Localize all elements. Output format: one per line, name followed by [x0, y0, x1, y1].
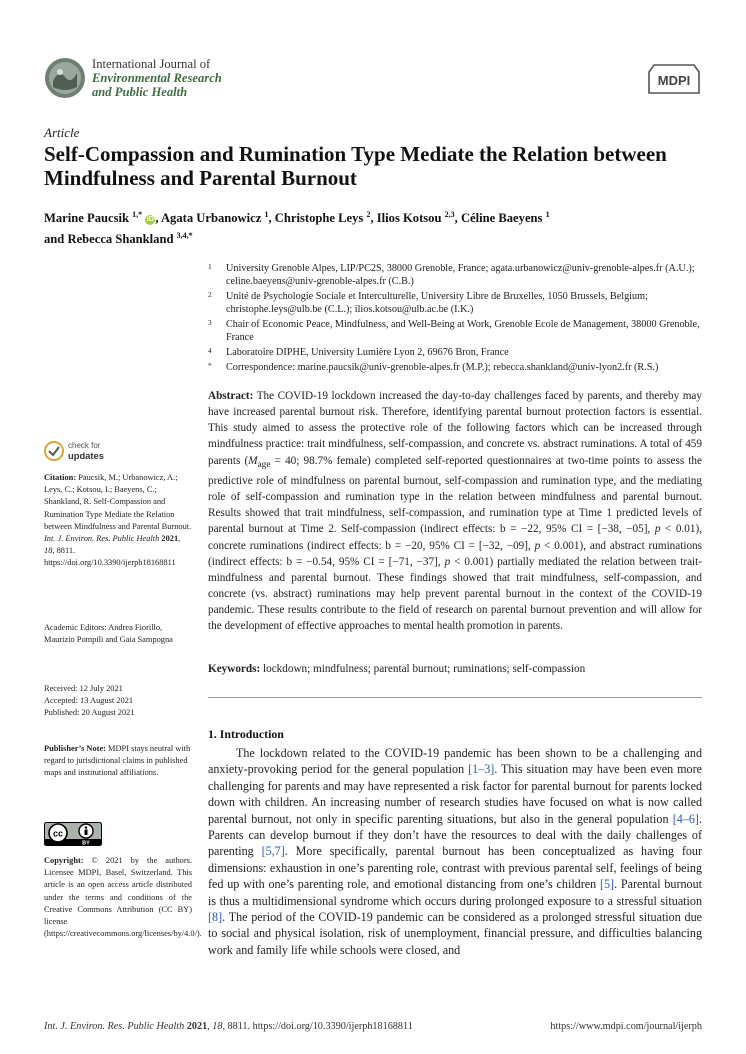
- author-name: Rebecca Shankland: [67, 232, 174, 247]
- copyright-notice: [44, 855, 202, 940]
- correspondence-text: Correspondence: marine.paucsik@univ-grenoble-alpes.fr (M.P.); rebecca.shankland@univ-lyon2.fr (R.S.): [226, 361, 659, 373]
- author-sup: 1: [545, 210, 550, 219]
- footer-citation: [44, 1021, 413, 1032]
- keywords-label: Keywords:: [208, 663, 261, 675]
- footer-journal-url[interactable]: https://www.mdpi.com/journal/ijerph: [550, 1021, 702, 1032]
- citation-separator: ,: [178, 534, 181, 544]
- abstract-text: The COVID-19 lockdown increased the day-to-day challenges faced by parents, and thereby may have increased parental burnout risk. Therefore, identifying parental burnout protection factors is essential. This study aimed to assess the protective role of the following factors which can be increased through mindfulness practice: trait mindfulness, self-compassion, and concrete vs. abstract ruminations. A total of 459 parents (: [208, 390, 702, 467]
- introduction-paragraph: [208, 745, 702, 958]
- svg-text:cc: cc: [52, 828, 64, 839]
- abstract-p-symbol: p: [654, 523, 661, 536]
- body-text: . The period of the COVID-19 pandemic can be considered as a prolonged stressful situation due to social and physical isolation, risk of unemployment, financial pressure, and difficulties balancing work and family life while schools were closed, and: [208, 910, 702, 957]
- author-sup: 2: [366, 210, 371, 219]
- author-sup: 1,*: [132, 210, 143, 219]
- affiliations: [208, 262, 718, 376]
- article-title: Self-Compassion and Rumination Type Mediate the Relation between Mindfulness and Parental Burnout: [44, 142, 667, 190]
- affiliation-text: Chair of Economic Peace, Mindfulness, and Well-Being at Work, Grenoble Ecole de Management, 38000 Grenoble, France: [226, 319, 700, 344]
- journal-name: [92, 57, 222, 99]
- footer-year: 2021: [184, 1021, 208, 1032]
- accepted-date: Accepted: 13 August 2021: [44, 696, 134, 706]
- journal-name-line2: Environmental Research: [92, 71, 222, 85]
- footer-volume: 18: [212, 1021, 223, 1032]
- reference-link[interactable]: [4–6]: [672, 811, 699, 826]
- citation-volume: 18: [44, 546, 53, 556]
- affiliation-text: Laboratoire DIPHE, University Lumière Lyon 2, 69676 Bron, France: [226, 347, 509, 358]
- abstract-m-symbol: M: [248, 454, 258, 467]
- publisher-note-text: MDPI stays neutral with regard to jurisdictional claims in published maps and institutional affiliations.: [44, 744, 191, 778]
- journal-name-line1: International Journal of: [92, 57, 211, 71]
- affiliation-text: Unité de Psychologie Sociale et Interculturelle, University Libre de Bruxelles, 1050 Brussels, Belgium; christophe.leys@ulb.be (C.L.); ilios.kotsou@ulb.ac.be (I.K.): [226, 291, 648, 316]
- journal-logo-icon: [44, 57, 86, 99]
- affiliation-number: 1: [208, 262, 212, 271]
- check-updates-line1: check for: [68, 441, 101, 450]
- abstract-text: < 0.01), concrete ruminations (indirect effects: b = −20, 95% CI = [−32, −09],: [208, 523, 702, 552]
- affiliation-text: University Grenoble Alpes, LIP/PC2S, 38000 Grenoble, France; agata.urbanowicz@univ-grenoble-alpes.fr (A.U.); celine.baeyens@univ-grenoble-alpes.fr (C.B.): [226, 263, 695, 288]
- affiliation-number: 3: [208, 318, 212, 327]
- cc-by-license-icon[interactable]: [44, 822, 102, 846]
- author-name: Céline Baeyens: [460, 211, 543, 226]
- keywords: [208, 663, 702, 675]
- author-list: Marine Paucsik $^{1,*}$ iD , Agata Urbanowicz $^1$, Christophe Leys $^2$, Ilios Kotsou $^{2,3}$, Céline Baeyens $^1$ and Rebecca Shankland $^{3,4,*}$: [44, 210, 550, 247]
- body-text: . Parental burnout is thus a multidimensional syndrome which occurs during prolonged exposure to a stressful situation: [208, 877, 702, 908]
- body-text: . More specifically, parental burnout has been conceptualized as having four dimensions: exhaustion in one’s parenting role, contrast with previous parental self, feelings of being fed up with one’s parenting role, and emotional distancing from one’s children: [208, 844, 702, 892]
- reference-link[interactable]: [8]: [208, 910, 223, 925]
- abstract-m-sub: age: [257, 459, 271, 470]
- check-updates-icon: [44, 441, 64, 461]
- check-updates-line2: updates: [68, 450, 104, 461]
- abstract-label: Abstract:: [208, 390, 254, 402]
- correspondence: [208, 361, 718, 374]
- affiliation-item: [208, 262, 718, 288]
- citation-text: Paucsik, M.; Urbanowicz, A.; Leys, C.; Kotsou, I.; Baeyens, C.; Shankland, R. Self-Compassion and Rumination Type Mediate the Relation between Mindfulness and Parental Burnout.: [44, 473, 192, 531]
- citation-label: Citation:: [44, 473, 77, 482]
- author-sup: 3,4,*: [176, 231, 193, 241]
- affiliation-number: *: [208, 360, 212, 370]
- mdpi-logo-text: MDPI: [657, 73, 691, 88]
- body-text: . This situation may have been even more challenging for parents and may have represented a risk factor for parental burnout for parents locked down with children. An increasing number of research studies have focused on what is now called parental burnout, not only in specific parenting situations, but also in the general population: [208, 762, 702, 826]
- citation-journal: Int. J. Environ. Res. Public Health: [44, 534, 160, 544]
- author-sup: 2,3: [444, 210, 455, 219]
- abstract-text: = 40; 98.7% female) completed self-reported questionnaires at two-time points to assess the predictive role of mindfulness on parental burnout, self-compassion and rumination type, and the mediating role of self-compassion and rumination type in the relation between mindfulness and parental burnout. Results showed that trait mindfulness, self-compassion, and rumination type at Time 1 predicted levels of parental burnout at Time 2. Self-compassion (indirect effects: b = −22, 95% CI = [−38, −05],: [208, 454, 702, 536]
- section-heading: 1. Introduction: [208, 727, 284, 741]
- academic-editors: Academic Editors: Andrea Fiorillo, Maurizio Pompili and Gaia Sampogna: [44, 623, 173, 645]
- body-text: The lockdown related to the COVID-19 pandemic has been shown to be a challenging and anxiety-provoking period for the general population: [208, 746, 702, 777]
- abstract-text: < 0.001), and abstract ruminations (indirect effects: b = −0.54, 95% CI = [−71, −37],: [208, 539, 703, 568]
- footer-separator: ,: [207, 1021, 213, 1032]
- check-for-updates-button[interactable]: [44, 440, 124, 464]
- author-name: Marine Paucsik: [44, 211, 130, 226]
- published-date: Published: 20 August 2021: [44, 708, 135, 718]
- citation-block: [44, 472, 192, 570]
- affiliation-item: [208, 290, 718, 316]
- copyright-label: Copyright:: [44, 856, 84, 865]
- cc-badge-text: BY: [82, 840, 90, 846]
- footer-journal: Int. J. Environ. Res. Public Health: [44, 1021, 185, 1032]
- author-name: Ilios Kotsou: [376, 211, 442, 226]
- affiliation-number: 2: [208, 290, 212, 299]
- reference-link[interactable]: [5,7]: [261, 844, 285, 859]
- reference-link[interactable]: [5]: [599, 877, 615, 892]
- publisher-note-label: Publisher’s Note:: [44, 744, 106, 753]
- author-sup: 1: [264, 210, 269, 219]
- body-text: . Parents can develop burnout if they don’t have the resources to deal with the daily challenges of parenting: [208, 811, 702, 859]
- article-type: Article: [44, 125, 80, 140]
- publication-dates: [44, 683, 192, 720]
- affiliation-number: 4: [208, 346, 212, 355]
- abstract: [208, 388, 702, 635]
- affiliation-item: [208, 346, 718, 359]
- orcid-icon[interactable]: iD: [146, 216, 154, 224]
- keywords-text: lockdown; mindfulness; parental burnout; ruminations; self-compassion: [260, 663, 586, 675]
- citation-doi[interactable]: , 8811. https://doi.org/10.3390/ijerph18168811: [44, 546, 176, 568]
- abstract-p-symbol: p: [444, 555, 451, 568]
- author-name: Agata Urbanowicz: [160, 211, 262, 226]
- footer-doi[interactable]: , 8811. https://doi.org/10.3390/ijerph18168811: [222, 1021, 413, 1032]
- affiliation-item: [208, 318, 718, 344]
- section-divider: [208, 697, 702, 698]
- reference-link[interactable]: [1–3]: [468, 762, 495, 777]
- received-date: Received: 12 July 2021: [44, 684, 123, 693]
- abstract-p-symbol: p: [534, 539, 541, 552]
- abstract-text: < 0.001) partially mediated the relation between trait-mindfulness and parental burnout. These findings showed that trait mindfulness, self-compassion, and concrete (vs. abstract) ruminations may help prevent parental burnout in the context of the COVID-19 pandemic. These results contribute to the field of research on parental burnout prevention and will allow for the development of effective approaches to mental health promotion in parents.: [208, 555, 702, 633]
- journal-name-line3: and Public Health: [92, 85, 188, 99]
- author-name: Christophe Leys: [274, 211, 364, 226]
- citation-year: 2021: [159, 534, 179, 544]
- copyright-text: © 2021 by the authors. Licensee MDPI, Basel, Switzerland. This article is an open access article distributed under the terms and conditions of the Creative Commons Attribution (CC BY) license (https://creativecommons.org/licenses/by/4.0/).: [44, 856, 202, 939]
- publisher-note: [44, 743, 192, 780]
- mdpi-logo-icon: [648, 62, 700, 96]
